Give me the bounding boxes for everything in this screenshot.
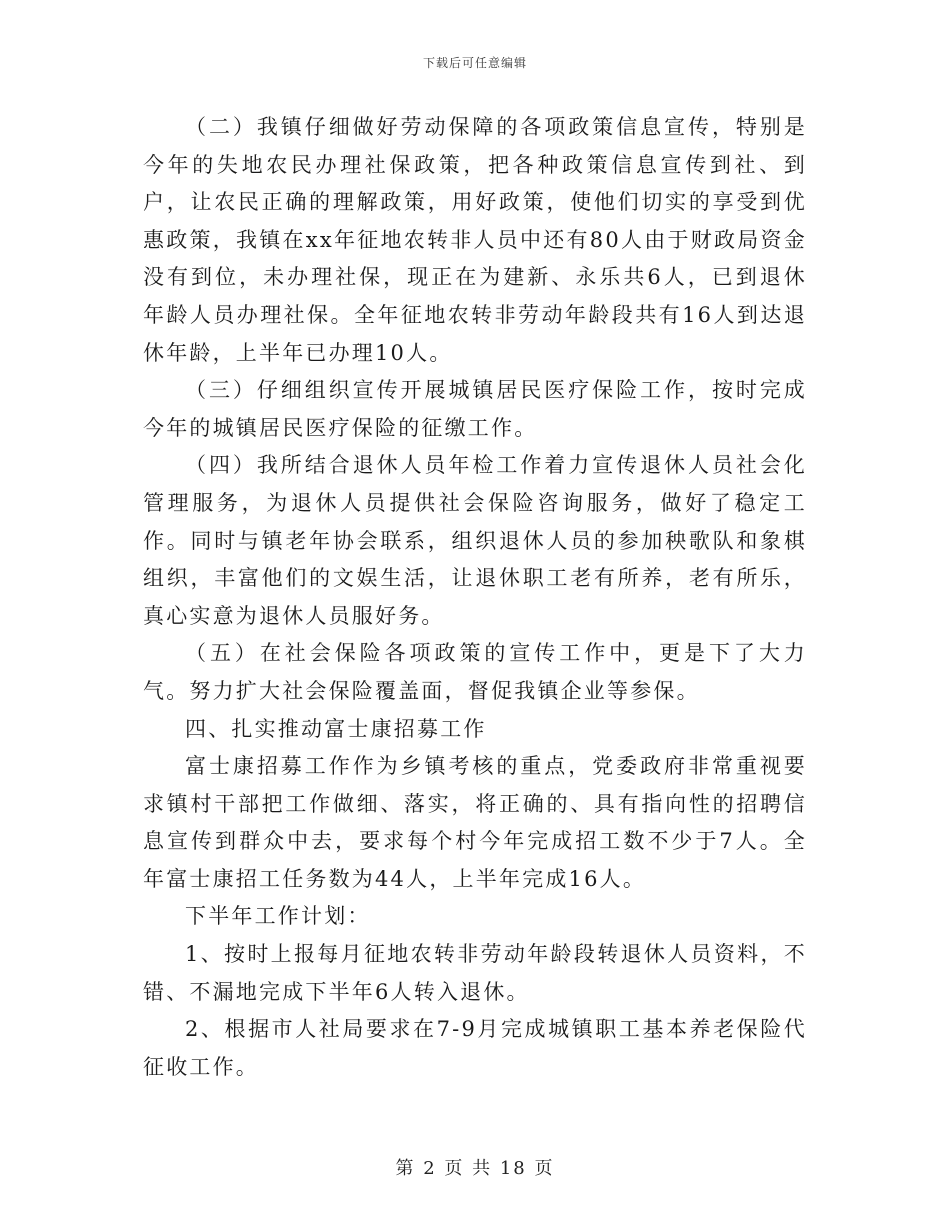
- paragraph-insurance-coverage: （五）在社会保险各项政策的宣传工作中，更是下了大力气。努力扩大社会保险覆盖面，督促我镇企业等参保。: [143, 641, 807, 703]
- section-heading-plan: 下半年工作计划：: [185, 904, 371, 929]
- paragraph-policy-publicity: （二）我镇仔细做好劳动保障的各项政策信息宣传，特别是今年的失地农民办理社保政策，把各种政策信息宣传到社、到户，让农民正确的理解政策，用好政策，使他们切实的享受到优惠政策，我镇在xx年征地农转非人员中还有80人由于财政局资金没有到位，未办理社保，现正在为建新、永乐共6人，已到退休年龄人员办理社保。全年征地农转非劳动年龄段共有16人到达退休年龄，上半年已办理10人。: [143, 115, 807, 365]
- document-body: [143, 109, 807, 1086]
- plan-item-2: 2、根据市人社局要求在7-9月完成城镇职工基本养老保险代征收工作。: [143, 1017, 807, 1079]
- page-number-footer: 第 2 页 共 18 页: [395, 1158, 555, 1179]
- paragraph-retiree-services: （四）我所结合退休人员年检工作着力宣传退休人员社会化管理服务，为退休人员提供社会保险咨询服务，做好了稳定工作。同时与镇老年协会联系，组织退休人员的参加秧歌队和象棋组织，丰富他们的文娱生活，让退休职工老有所养，老有所乐，真心实意为退休人员服好务。: [143, 453, 807, 628]
- paragraph-foxconn-recruitment: 富士康招募工作作为乡镇考核的重点，党委政府非常重视要求镇村干部把工作做细、落实，将正确的、具有指向性的招聘信息宣传到群众中去，要求每个村今年完成招工数不少于7人。全年富士康招工任务数为44人，上半年完成16人。: [143, 754, 807, 891]
- section-heading-foxconn: 四、扎实推动富士康招募工作: [185, 716, 487, 741]
- page-header-note: 下载后可任意编辑: [422, 56, 527, 70]
- plan-item-1: 1、按时上报每月征地农转非劳动年龄段转退休人员资料，不错、不漏地完成下半年6人转入退休。: [143, 942, 807, 1004]
- paragraph-medical-insurance: （三）仔细组织宣传开展城镇居民医疗保险工作，按时完成今年的城镇居民医疗保险的征缴工作。: [143, 378, 807, 440]
